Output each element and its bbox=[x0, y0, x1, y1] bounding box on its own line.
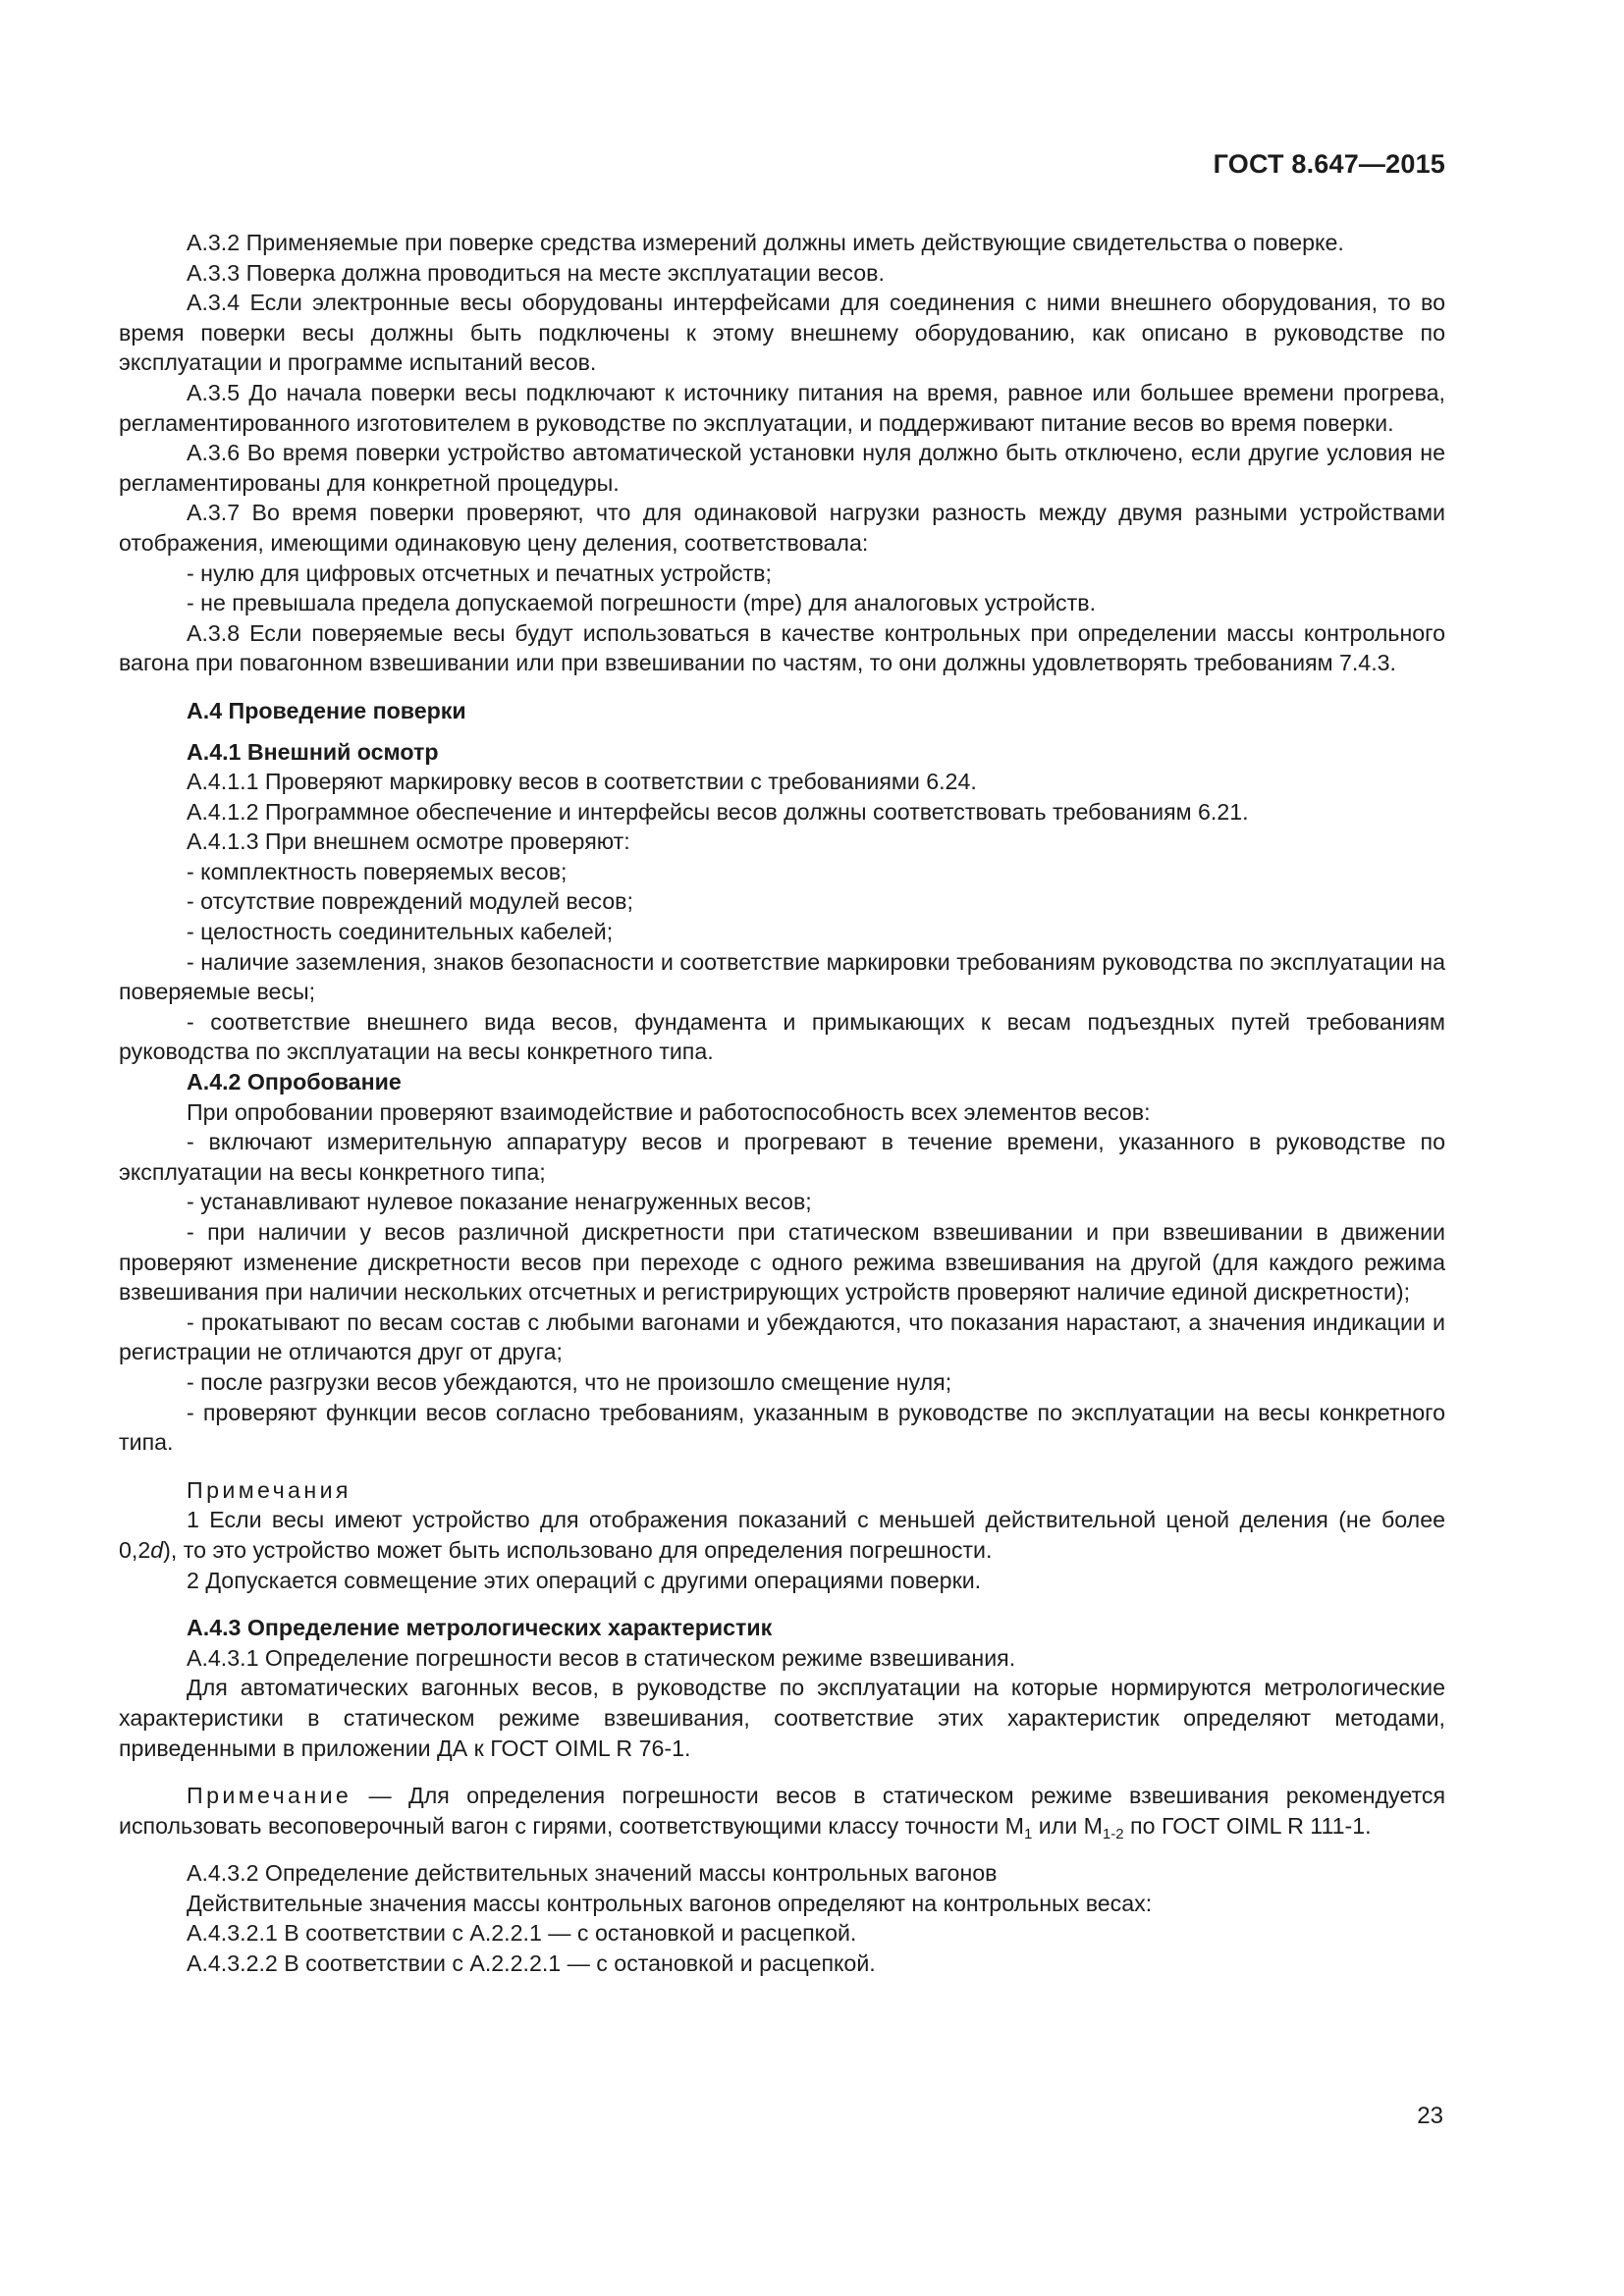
paragraph: А.4.3.2 Определение действительных значений массы контрольных вагонов bbox=[187, 1860, 998, 1887]
paragraph: А.3.6 Во время поверки устройство автоматической установки нуля должно быть отключено, если другие условия не регламентированы для конкретной процедуры. bbox=[119, 440, 1445, 496]
list-item: - наличие заземления, знаков безопасности и соответствие маркировки требованиям руководства по эксплуатации на поверяемые весы; bbox=[119, 948, 1445, 1005]
paragraph: А.4.1.3 При внешнем осмотре проверяют: bbox=[187, 828, 630, 855]
notes-heading: Примечания bbox=[187, 1476, 352, 1503]
note-text: — Для определения погрешности весов в статическом режиме взвешивания рекомендуется использовать весоповерочный вагон с гирями, соответствующими классу точности М bbox=[119, 1783, 1445, 1839]
paragraph: А.3.8 Если поверяемые весы будут использоваться в качестве контрольных при определении массы контрольного вагона при повагонном взвешивании или при взвешивании по частям, то они должны удовлетворять требованиям 7.4.3. bbox=[119, 619, 1445, 676]
note-paragraph bbox=[119, 1781, 1445, 1841]
section-heading: А.4 Проведение поверки bbox=[187, 697, 466, 723]
paragraph: А.4.1.1 Проверяют маркировку весов в соответствии с требованиями 6.24. bbox=[187, 769, 977, 795]
subsection-heading: А.4.2 Опробование bbox=[187, 1069, 402, 1095]
note-label: Примечание bbox=[187, 1783, 352, 1809]
list-item: - целостность соединительных кабелей; bbox=[187, 919, 614, 945]
list-item: - проверяют функции весов согласно требованиям, указанным в руководстве по эксплуатации на весы конкретного типа. bbox=[119, 1399, 1445, 1456]
paragraph: Для автоматических вагонных весов, в руководстве по эксплуатации на которые нормируются метрологические характеристики в статическом режиме взвешивания, соответствие этих характеристик определяют методами, приведенными в приложении ДА к ГОСТ OIML R 76-1. bbox=[119, 1675, 1445, 1761]
note-text: по ГОСТ OIML R 111-1. bbox=[1123, 1812, 1372, 1839]
paragraph: При опробовании проверяют взаимодействие и работоспособность всех элементов весов: bbox=[187, 1098, 1151, 1125]
paragraph: А.4.3.2.2 В соответствии с А.2.2.2.1 — с остановкой и расцепкой. bbox=[187, 1950, 876, 1977]
document-header: ГОСТ 8.647—2015 bbox=[1213, 149, 1445, 179]
list-item: - прокатывают по весам состав с любыми вагонами и убеждаются, что показания нарастают, а значения индикации и регистрации не отличаются друг от друга; bbox=[119, 1308, 1445, 1365]
paragraph: А.3.4 Если электронные весы оборудованы интерфейсами для соединения с ними внешнего оборудования, то во время поверки весы должны быть подключены к этому внешнему оборудованию, как описано в руководстве по эксплуатации и программе испытаний весов. bbox=[119, 290, 1445, 376]
list-item: - нулю для цифровых отсчетных и печатных устройств; bbox=[187, 560, 772, 586]
paragraph: Действительные значения массы контрольных вагонов определяют на контрольных весах: bbox=[187, 1890, 1153, 1916]
paragraph: А.3.2 Применяемые при поверке средства измерений должны иметь действующие свидетельства о поверке. bbox=[187, 230, 1344, 255]
note-item: 2 Допускается совмещение этих операций с другими операциями поверки. bbox=[187, 1567, 982, 1593]
symbol-d: d bbox=[150, 1536, 164, 1563]
list-item: - соответствие внешнего вида весов, фундамента и примыкающих к весам подъездных путей требованиям руководства по эксплуатации на весы конкретного типа. bbox=[119, 1008, 1445, 1065]
paragraph: А.4.3.2.1 В соответствии с А.2.2.1 — с остановкой и расцепкой. bbox=[187, 1920, 857, 1947]
subsection-heading: А.4.1 Внешний осмотр bbox=[187, 738, 439, 765]
subscript: 1 bbox=[1023, 1825, 1033, 1842]
page-number: 23 bbox=[1417, 2103, 1443, 2129]
paragraph: А.3.5 До начала поверки весы подключают к источнику питания на время, равное или большее времени прогрева, регламентированного изготовителем в руководстве по эксплуатации, и поддерживают питание весов во время поверки. bbox=[119, 379, 1445, 436]
note-item bbox=[119, 1505, 1445, 1565]
list-item: - включают измерительную аппаратуру весов и прогревают в течение времени, указанного в руководстве по эксплуатации на весы конкретного типа; bbox=[119, 1129, 1445, 1185]
note-text: 1 Если весы имеют устройство для отображения показаний с меньшей действительной ценой деления (не более 0,2 bbox=[119, 1507, 1445, 1563]
paragraph: А.3.3 Поверка должна проводиться на месте эксплуатации весов. bbox=[187, 259, 885, 286]
list-item: - комплектность поверяемых весов; bbox=[187, 858, 568, 884]
list-item: - отсутствие повреждений модулей весов; bbox=[187, 888, 633, 915]
paragraph: А.4.3.1 Определение погрешности весов в статическом режиме взвешивания. bbox=[187, 1644, 1016, 1671]
note-text: ), то это устройство может быть использовано для определения погрешности. bbox=[163, 1536, 993, 1563]
note-text: или М bbox=[1032, 1812, 1103, 1839]
list-item: - после разгрузки весов убеждаются, что не произошло смещение нуля; bbox=[187, 1368, 952, 1395]
list-item: - при наличии у весов различной дискретности при статическом взвешивании и при взвешивании в движении проверяют изменение дискретности весов при переходе с одного режима взвешивания на другой (для каждого режима взвешивания при наличии нескольких отсчетных и регистрирующих устройств проверяют наличие единой дискретности); bbox=[119, 1219, 1445, 1306]
list-item: - устанавливают нулевое показание ненагруженных весов; bbox=[187, 1189, 812, 1215]
subsection-heading: А.4.3 Определение метрологических характеристик bbox=[187, 1615, 773, 1641]
document-body bbox=[119, 228, 1445, 1979]
subscript: 1-2 bbox=[1102, 1825, 1124, 1842]
paragraph: А.4.1.2 Программное обеспечение и интерфейсы весов должны соответствовать требованиям 6.21. bbox=[187, 798, 1249, 825]
list-item: - не превышала предела допускаемой погрешности (mpe) для аналоговых устройств. bbox=[187, 590, 1097, 616]
paragraph: А.3.7 Во время поверки проверяют, что для одинаковой нагрузки разность между двумя разными устройствами отображения, имеющими одинаковую цену деления, соответствовала: bbox=[119, 500, 1445, 556]
